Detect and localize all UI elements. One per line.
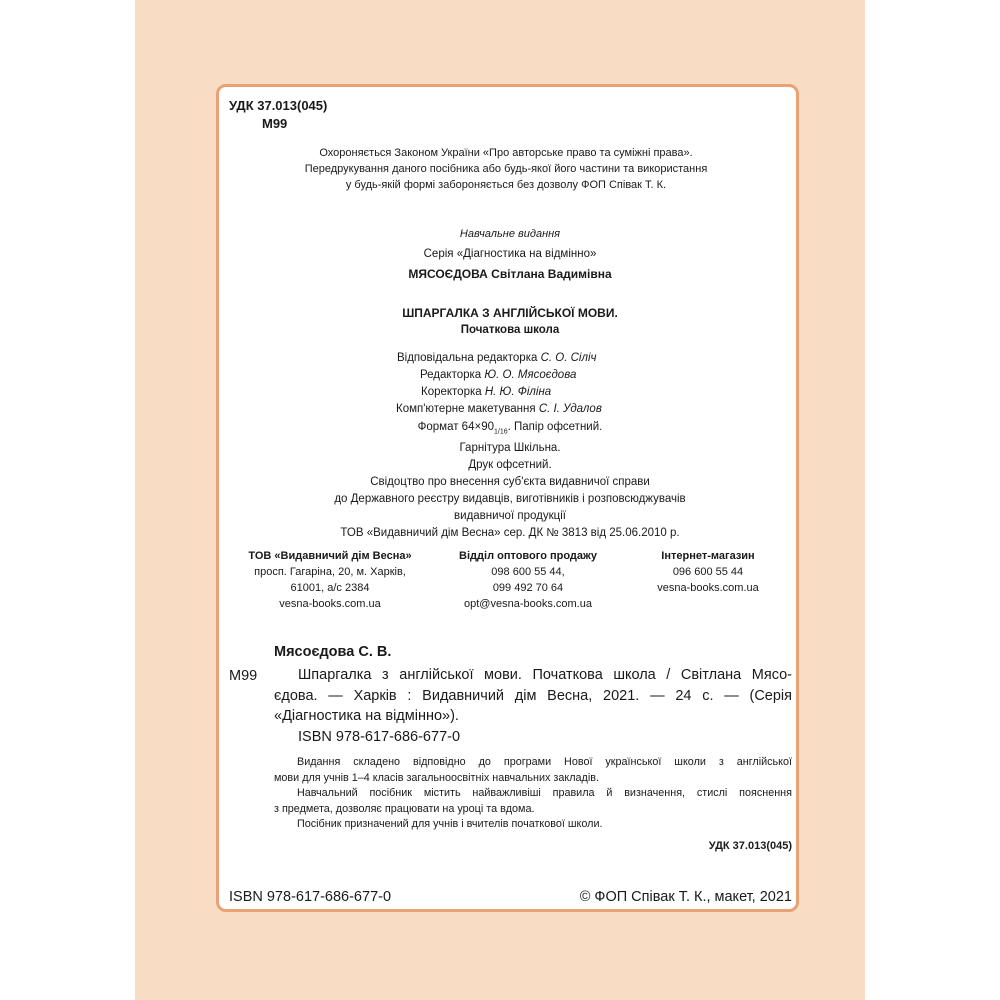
credit-row: Відповідальна редакторка С. О. Сіліч [397, 352, 597, 364]
contacts-title: Відділ оптового продажу [459, 550, 597, 562]
catalog-line: Шпаргалка з англійської мови. Початкова школа / Світлана Мясо- [298, 667, 792, 683]
notice-line: Охороняється Законом України «Про авторське право та суміжні права». [319, 147, 693, 159]
print-specs [360, 419, 660, 474]
catalog-description [274, 665, 792, 727]
catalog-line: «Діагностика на відмінно»). [274, 708, 459, 724]
contacts-shop [628, 548, 788, 596]
credit-row: Редакторка Ю. О. Мясоєдова [420, 369, 577, 381]
certificate-line: видавничої продукції [454, 510, 566, 522]
catalog-code: М99 [229, 668, 258, 684]
catalog-isbn: ISBN 978-617-686-677-0 [298, 729, 461, 745]
certificate-line: до Державного реєстру видавців, виготівників і розповсюджувачів [334, 493, 686, 505]
udk-bottom: УДК 37.013(045) [708, 840, 792, 852]
author-name: Світлана Вадимівна [491, 267, 612, 281]
catalog-line: єдова. — Харків : Видавничий дім Весна, 2021. — 24 с. — (Серія [274, 687, 792, 704]
series: Серія «Діагностика на відмінно» [423, 248, 597, 260]
contacts-line: просп. Гагаріна, 20, м. Харків, [254, 566, 406, 578]
annotation-line: Посібник призначений для учнів і вчителів початкової школи. [297, 818, 603, 830]
contacts-line: opt@vesna-books.com.ua [464, 598, 592, 610]
book-subtitle: Початкова школа [460, 324, 560, 336]
certificate [280, 474, 740, 542]
author-line [360, 266, 660, 282]
contacts-line: vesna-books.com.ua [279, 598, 381, 610]
contacts-line: 61001, а/с 2384 [290, 582, 370, 594]
contacts-publisher [230, 548, 430, 612]
catalog-author: Мясоєдова С. В. [274, 644, 392, 660]
notice-line: Передрукування даного посібника або будь-якої його частини та використання [304, 163, 708, 175]
contacts-line: vesna-books.com.ua [657, 582, 759, 594]
code-top: М99 [262, 116, 288, 131]
book-title: ШПАРГАЛКА З АНГЛІЙСЬКОЇ МОВИ. [402, 306, 618, 320]
annotation-line: мови для учнів 1–4 класів загальноосвітніх навчальних закладів. [274, 771, 599, 784]
annotation [274, 755, 792, 833]
udk-top: УДК 37.013(045) [229, 98, 328, 113]
credits [380, 350, 680, 418]
credit-row: Коректорка Н. Ю. Філіна [421, 386, 552, 398]
copyright-notice [240, 145, 772, 193]
copyright-bottom: © ФОП Співак Т. К., макет, 2021 [579, 889, 792, 905]
contacts-title: Інтернет-магазин [661, 550, 755, 562]
contacts-title: ТОВ «Видавничий дім Весна» [248, 550, 412, 562]
isbn-bottom: ISBN 978-617-686-677-0 [229, 889, 392, 905]
format-line: Формат $64\times 90_{1/16}$. Папір офсетний. [417, 421, 603, 436]
contacts-line: 096 600 55 44 [672, 566, 744, 578]
contacts-line: 099 492 70 64 [492, 582, 564, 594]
print-line: Друк офсетний. [468, 459, 552, 472]
annotation-line: з предмета, дозволяє працювати на уроці та вдома. [274, 802, 535, 815]
credit-row: Комп'ютерне макетування С. І. Удалов [396, 403, 602, 415]
contacts-line: 098 600 55 44, [491, 566, 565, 578]
certificate-line: ТОВ «Видавничий дім Весна» сер. ДК № 3813 від 25.06.2010 р. [340, 527, 680, 539]
contacts-wholesale [436, 548, 620, 612]
annotation-line: Навчальний посібник містить найважливіші правила й визначення, стислі пояснення [297, 787, 792, 799]
notice-line: у будь-якій формі забороняється без дозволу ФОП Співак Т. К. [345, 179, 667, 191]
edition-type: Навчальне видання [459, 228, 561, 240]
annotation-line: Видання складено відповідно до програми Нової української школи з англійської [297, 756, 792, 768]
typeface-line: Гарнітура Шкільна. [459, 442, 561, 455]
certificate-line: Свідоцтво про внесення суб'єкта видавничої справи [370, 476, 650, 488]
author-surname: МЯСОЄДОВА [408, 267, 488, 281]
